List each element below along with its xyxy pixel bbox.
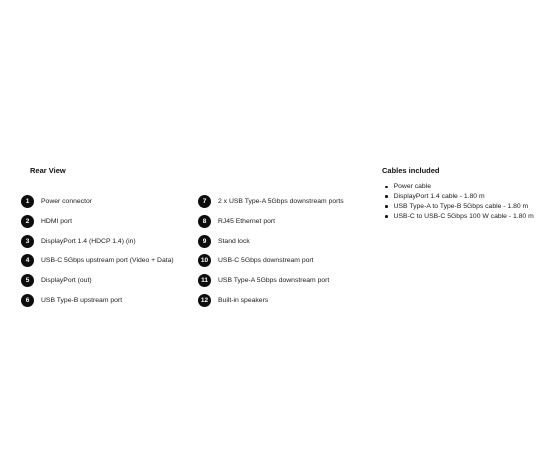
- rear-view-heading: Rear View: [30, 166, 66, 175]
- port-item: [21, 195, 174, 208]
- port-label: USB-C 5Gbps upstream port (Video + Data): [41, 257, 174, 265]
- port-item: [198, 215, 344, 228]
- list-item: [385, 192, 534, 202]
- port-number-badge: 9: [198, 235, 211, 248]
- port-number-badge: 2: [21, 215, 34, 228]
- port-label: 2 x USB Type-A 5Gbps downstream ports: [218, 198, 344, 205]
- port-label: Stand lock: [218, 237, 250, 245]
- cable-label: USB-C to USB-C 5Gbps 100 W cable - 1.80 m: [393, 212, 534, 220]
- port-item: [21, 274, 174, 287]
- port-list-left: [21, 195, 174, 314]
- list-item: [385, 211, 534, 221]
- cable-label: Power cable: [393, 183, 431, 191]
- port-item: [21, 254, 174, 267]
- port-item: [198, 294, 344, 307]
- cable-label: DisplayPort 1.4 cable - 1.80 m: [393, 193, 485, 201]
- bullet-icon: [385, 186, 388, 189]
- port-label: HDMI port: [41, 217, 72, 225]
- port-number-badge: 7: [198, 195, 211, 208]
- port-number-badge: 11: [198, 274, 211, 287]
- port-item: [198, 274, 344, 287]
- port-number-badge: 12: [198, 294, 211, 307]
- port-label: USB Type-A 5Gbps downstream port: [218, 277, 330, 285]
- port-label: USB Type-B upstream port: [41, 296, 123, 304]
- port-label: Built-in speakers: [218, 296, 269, 304]
- port-list-right: [198, 195, 344, 314]
- port-number-badge: 6: [21, 294, 34, 307]
- port-label: USB-C 5Gbps downstream port: [218, 257, 314, 265]
- port-label: RJ45 Ethernet port: [218, 217, 276, 225]
- cables-list: [385, 182, 534, 221]
- port-item: [198, 254, 344, 267]
- list-item: [385, 182, 534, 192]
- port-item: [21, 215, 174, 228]
- list-item: [385, 202, 534, 212]
- port-number-badge: 4: [21, 254, 34, 267]
- port-number-badge: 8: [198, 215, 211, 228]
- port-item: [198, 195, 344, 208]
- port-number-badge: 5: [21, 274, 34, 287]
- port-label: DisplayPort 1.4 (HDCP 1.4) (in): [41, 237, 136, 245]
- cable-label: USB Type-A to Type-B 5Gbps cable - 1.80 m: [393, 202, 529, 210]
- port-label: DisplayPort (out): [41, 277, 92, 285]
- bullet-icon: [385, 195, 388, 198]
- port-number-badge: 1: [21, 195, 34, 208]
- bullet-icon: [385, 215, 388, 218]
- port-item: [21, 235, 174, 248]
- cables-included-heading: Cables included: [382, 166, 440, 175]
- port-number-badge: 3: [21, 235, 34, 248]
- bullet-icon: [385, 205, 388, 208]
- port-number-badge: 10: [198, 254, 211, 267]
- port-label: Power connector: [41, 198, 93, 205]
- port-item: [21, 294, 174, 307]
- port-item: [198, 235, 344, 248]
